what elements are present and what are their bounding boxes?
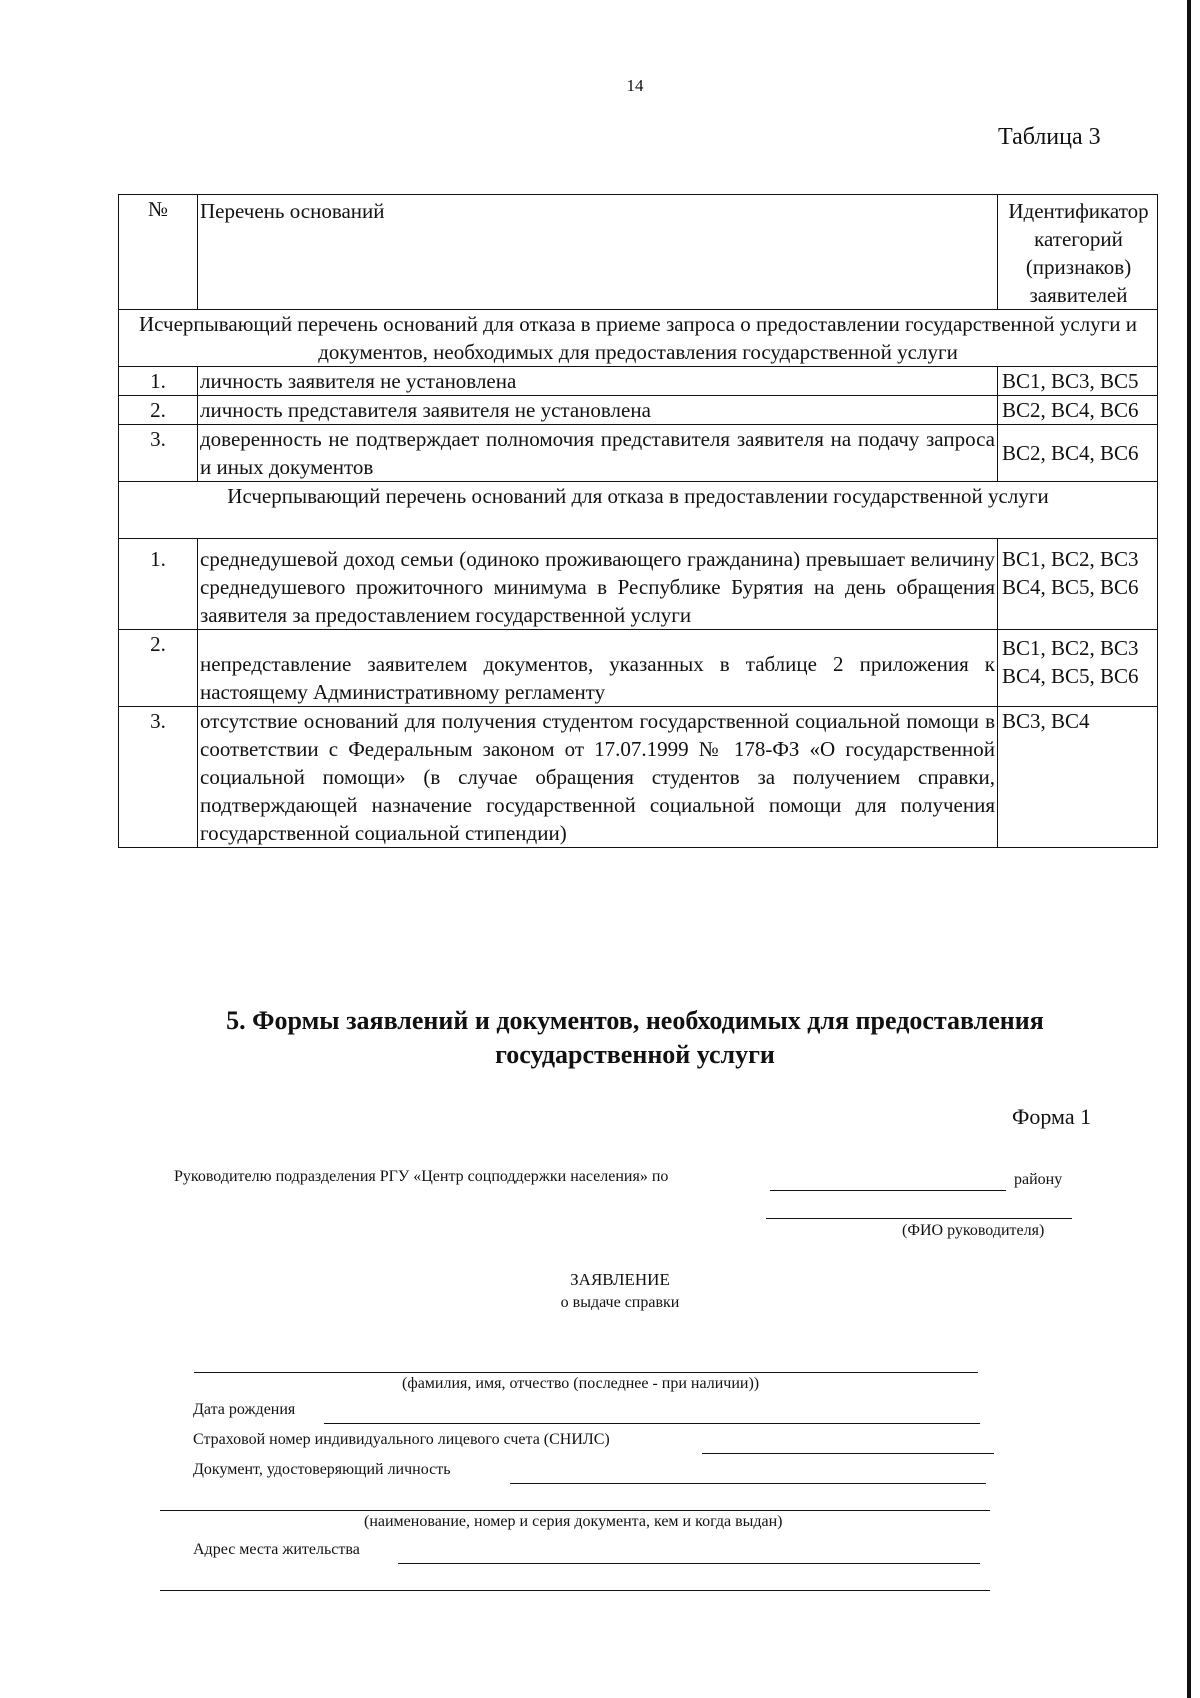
table-row <box>119 707 1158 848</box>
section-row <box>119 482 1158 539</box>
row-num: 1. <box>119 539 198 630</box>
row-ids: ВС1, ВС3, ВС5 <box>998 367 1158 396</box>
section-title: Исчерпывающий перечень оснований для отказа в приеме запроса о предоставлении государственной услуги и документов, необходимых для предоставления государственной услуги <box>119 310 1158 367</box>
district-field-line[interactable] <box>770 1190 1006 1191</box>
section-heading-text: 5. Формы заявлений и документов, необходимых для предоставления государственной услуги <box>226 1006 1044 1069</box>
applicant-name-field-line[interactable] <box>194 1372 978 1373</box>
section-heading <box>0 1004 1200 1072</box>
table-row <box>119 539 1158 630</box>
section-row <box>119 310 1158 367</box>
row-text: непредставление заявителем документов, указанных в таблице 2 приложения к настоящему Административному регламенту <box>198 630 998 707</box>
row-text: доверенность не подтверждает полномочия представителя заявителя на подачу запроса и иных документов <box>198 425 998 482</box>
addressee-suffix: району <box>1014 1171 1063 1188</box>
refusal-grounds-table <box>118 194 1158 848</box>
header-basis: Перечень оснований <box>198 195 998 310</box>
head-name-caption: (ФИО руководителя) <box>902 1222 1045 1239</box>
head-name-field-line[interactable] <box>766 1218 1072 1219</box>
row-num: 1. <box>119 367 198 396</box>
addressee-prefix: Руководителю подразделения РГУ «Центр соцподдержки населения» по <box>174 1168 669 1185</box>
applicant-name-caption: (фамилия, имя, отчество (последнее - при наличии)) <box>402 1375 760 1392</box>
id-document-field-line-2[interactable] <box>160 1510 990 1511</box>
snils-field-line[interactable] <box>702 1453 994 1454</box>
form-title: ЗАЯВЛЕНИЕ <box>570 1270 670 1289</box>
row-num: 3. <box>119 707 198 848</box>
birth-date-label: Дата рождения <box>193 1401 296 1418</box>
page-number: 14 <box>626 76 644 95</box>
birth-date-field-line[interactable] <box>324 1423 980 1424</box>
address-field-line[interactable] <box>398 1563 980 1564</box>
row-ids: ВС1, ВС2, ВС3 ВС4, ВС5, ВС6 <box>998 539 1158 630</box>
id-document-field-line[interactable] <box>510 1483 986 1484</box>
header-identifier: Идентификатор категорий (признаков) заявителей <box>998 195 1158 310</box>
form-subtitle: о выдаче справки <box>560 1294 680 1311</box>
row-text: среднедушевой доход семьи (одиноко проживающего гражданина) превышает величину среднедушевого прожиточного минимума в Республике Бурятия на день обращения заявителя за предоставлением государственной услуги <box>198 539 998 630</box>
id-document-label: Документ, удостоверяющий личность <box>193 1461 451 1478</box>
id-document-caption: (наименование, номер и серия документа, кем и когда выдан) <box>364 1513 783 1530</box>
row-num: 2. <box>119 630 198 707</box>
row-text: личность представителя заявителя не установлена <box>198 396 998 425</box>
row-text: личность заявителя не установлена <box>198 367 998 396</box>
row-text: отсутствие оснований для получения студентом государственной социальной помощи в соответствии с Федеральным законом от 17.07.1999 № 178-ФЗ «О государственной социальной помощи» (в случае обращения студентов за получением справки, подтверждающей назначение государственной социальной помощи для получения государственной социальной стипендии) <box>198 707 998 848</box>
row-num: 2. <box>119 396 198 425</box>
address-label: Адрес места жительства <box>193 1541 360 1558</box>
table-row <box>119 630 1158 707</box>
row-ids: ВС2, ВС4, ВС6 <box>998 396 1158 425</box>
section-title: Исчерпывающий перечень оснований для отказа в предоставлении государственной услуги <box>119 482 1158 539</box>
form-label: Форма 1 <box>1012 1104 1092 1129</box>
page-edge-border <box>1187 0 1191 1698</box>
table-row <box>119 425 1158 482</box>
table-row <box>119 396 1158 425</box>
row-num: 3. <box>119 425 198 482</box>
row-ids: ВС2, ВС4, ВС6 <box>998 425 1158 482</box>
table-header-row <box>119 195 1158 310</box>
address-field-line-2[interactable] <box>160 1590 990 1591</box>
table-title: Таблица 3 <box>998 124 1101 150</box>
table-row <box>119 367 1158 396</box>
row-ids: ВС1, ВС2, ВС3 ВС4, ВС5, ВС6 <box>998 630 1158 707</box>
header-num: № <box>119 195 198 310</box>
snils-label: Страховой номер индивидуального лицевого счета (СНИЛС) <box>193 1431 610 1448</box>
row-ids: ВС3, ВС4 <box>998 707 1158 848</box>
